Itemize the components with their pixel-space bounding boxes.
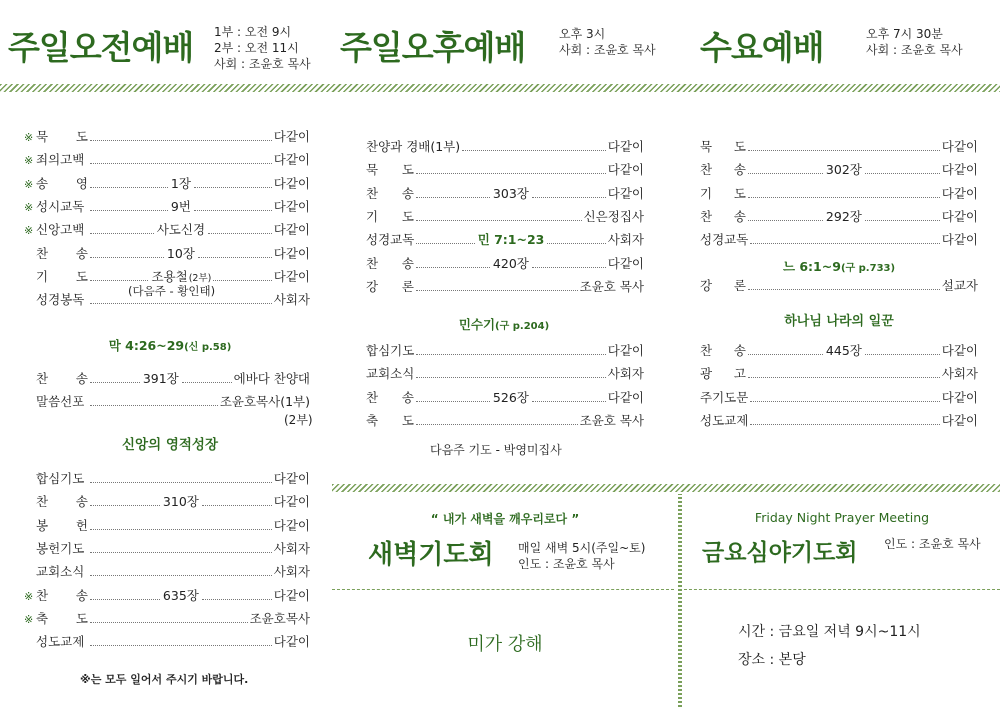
- leader-dots: [865, 220, 940, 221]
- order-row: [24, 198, 310, 216]
- leader-dots: [532, 401, 606, 402]
- order-label: 찬 송: [700, 343, 746, 358]
- leader-dots: [90, 140, 272, 141]
- leader-dots: [90, 280, 148, 281]
- order-leader: 다같이: [941, 139, 978, 154]
- order-row: [366, 412, 644, 430]
- leader-dots: [748, 220, 823, 221]
- order-row: [366, 342, 644, 360]
- order-leader: 다같이: [607, 185, 645, 201]
- sunday-afternoon-info: 오후 3시 사회 : 조윤호 목사: [559, 27, 656, 57]
- order-row: [366, 138, 644, 156]
- order-label: 죄의고백: [36, 152, 85, 168]
- leader-dots: [90, 575, 272, 576]
- bottom-vertical-divider: [678, 494, 682, 707]
- leader-dots: [90, 505, 160, 506]
- order-detail: 635장: [162, 587, 199, 603]
- order-leader: 다같이: [273, 587, 311, 603]
- order-row: [700, 185, 978, 203]
- order-row: [700, 277, 978, 295]
- col1-sermon-title: 신앙의 영적성장: [122, 437, 218, 453]
- dawn-quote: “ 내가 새벽을 깨우리로다 ”: [430, 512, 580, 526]
- order-label: 봉 헌: [36, 517, 88, 533]
- order-label: 찬 송: [366, 185, 414, 201]
- leader-dots: [90, 645, 272, 646]
- order-label: 교회소식: [36, 564, 85, 580]
- order-label: 기 도: [366, 208, 414, 224]
- friday-time: 시간 : 금요일 저녁 9시~11시: [738, 624, 921, 640]
- leader-dots: [182, 382, 232, 383]
- order-row: [24, 517, 310, 535]
- order-label: 합심기도: [36, 471, 85, 486]
- order-detail: 1장: [170, 175, 191, 191]
- order-leader: 설교자: [941, 278, 978, 293]
- col2-next-prayer: 다음주 기도 - 박영미집사: [430, 443, 562, 457]
- leader-dots: [213, 280, 271, 281]
- leader-dots: [90, 552, 272, 553]
- order-leader: 사회자: [273, 292, 310, 308]
- leader-dots: [202, 599, 272, 600]
- col3-scripture: 느 6:1~9(구 p.733): [782, 259, 896, 274]
- leader-dots: [90, 257, 164, 258]
- order-leader: 다같이: [607, 343, 644, 358]
- leader-dots: [748, 197, 940, 198]
- order-leader: 다같이: [607, 389, 645, 405]
- order-leader: 다같이: [273, 268, 311, 284]
- order-row: [700, 231, 978, 249]
- order-leader: 다같이: [941, 208, 979, 224]
- dawn-body: 미가 강해: [467, 634, 543, 655]
- order-row: [24, 221, 310, 239]
- leader-dots: [202, 505, 272, 506]
- order-detail: 303장: [492, 185, 529, 201]
- order-leader: 사회자: [941, 366, 978, 382]
- order-leader: 신은정집사: [583, 208, 644, 224]
- col1-prayer-next: (다음주 - 황인태): [128, 284, 216, 298]
- leader-dots: [416, 377, 605, 378]
- leader-dots: [748, 173, 823, 174]
- leader-dots: [194, 187, 272, 188]
- order-row: [24, 470, 310, 488]
- order-leader: 다같이: [273, 152, 310, 168]
- order-row: [24, 493, 310, 511]
- order-label: 합심기도: [366, 343, 415, 358]
- col1-second-service: (2부): [284, 413, 313, 427]
- stand-mark: ※: [24, 177, 34, 191]
- order-label: 성도교제: [36, 634, 85, 650]
- order-label: 성경교독: [366, 232, 415, 248]
- order-label: 찬 송: [36, 587, 88, 603]
- order-label: 묵 도: [36, 129, 88, 144]
- order-row: [366, 208, 644, 226]
- order-label: 성시교독: [36, 198, 85, 214]
- order-row: [24, 633, 310, 651]
- order-label: 성경봉독: [36, 292, 85, 308]
- order-leader: 다같이: [941, 412, 978, 428]
- leader-dots: [90, 382, 140, 383]
- order-row: [24, 151, 310, 169]
- order-label: 강 론: [700, 278, 746, 293]
- leader-dots: [90, 482, 272, 483]
- leader-dots: [90, 210, 168, 211]
- stand-mark: ※: [24, 224, 34, 238]
- leader-dots: [90, 233, 154, 234]
- leader-dots: [748, 150, 940, 151]
- leader-dots: [750, 401, 939, 402]
- order-leader: 조윤호목사(1부): [219, 394, 310, 409]
- order-label: 묵 도: [366, 162, 414, 178]
- leader-dots: [90, 303, 272, 304]
- leader-dots: [90, 405, 218, 406]
- bottom-divider: [332, 484, 1000, 492]
- order-label: 성도교제: [700, 412, 749, 428]
- friday-place: 장소 : 본당: [738, 652, 806, 668]
- order-detail: 526장: [492, 389, 529, 405]
- order-label: 주기도문: [700, 389, 749, 405]
- order-label: 찬 송: [36, 245, 88, 261]
- order-label: 찬 송: [700, 208, 746, 224]
- order-label: 찬양과 경배(1부): [366, 139, 461, 154]
- order-label: 성경교독: [700, 232, 749, 248]
- stand-mark: ※: [24, 589, 34, 603]
- order-leader: 다같이: [607, 162, 644, 178]
- leader-dots: [416, 354, 605, 355]
- order-row: [366, 185, 644, 203]
- order-leader: 다같이: [273, 198, 311, 214]
- order-label: 찬 송: [366, 255, 414, 271]
- leader-dots: [416, 424, 578, 425]
- col3-sermon-title: 하나님 나라의 일꾼: [784, 314, 894, 329]
- dawn-title: 새벽기도회: [368, 540, 494, 570]
- order-leader: 다같이: [273, 634, 310, 650]
- leader-dots: [462, 150, 606, 151]
- order-detail: 391장: [142, 371, 179, 386]
- leader-dots: [416, 197, 490, 198]
- order-row: [24, 393, 310, 411]
- leader-dots: [750, 243, 939, 244]
- leader-dots: [208, 233, 272, 234]
- order-row: [700, 389, 978, 407]
- order-leader: 다같이: [273, 175, 311, 191]
- stand-mark: ※: [24, 200, 34, 214]
- order-detail: 10장: [166, 245, 195, 261]
- leader-dots: [750, 424, 939, 425]
- order-detail: 사도신경: [156, 222, 206, 238]
- order-row: [24, 610, 310, 628]
- order-leader: 다같이: [941, 389, 978, 405]
- order-row: [700, 412, 978, 430]
- leader-dots: [90, 163, 272, 164]
- order-label: 말씀선포: [36, 394, 85, 409]
- order-label: 찬 송: [366, 389, 414, 405]
- order-row: [24, 540, 310, 558]
- order-row: [24, 175, 310, 193]
- order-label: 찬 송: [700, 162, 746, 178]
- wednesday-info: 오후 7시 30분 사회 : 조윤호 목사: [866, 27, 963, 57]
- order-row: [700, 208, 978, 226]
- friday-subtitle: Friday Night Prayer Meeting: [754, 510, 930, 525]
- order-leader: 다같이: [273, 494, 311, 510]
- order-leader: 다같이: [607, 139, 644, 154]
- order-row: [700, 161, 978, 179]
- order-row: [24, 563, 310, 581]
- order-leader: 다같이: [273, 222, 311, 238]
- friday-leader: 인도 : 조윤호 목사: [884, 537, 981, 551]
- order-row: [700, 365, 978, 383]
- friday-dashed-line: [684, 589, 1000, 590]
- order-leader: 다같이: [273, 471, 310, 486]
- leader-dots: [748, 377, 940, 378]
- order-row: [366, 389, 644, 407]
- order-label: 찬 송: [36, 371, 88, 386]
- order-label: 묵 도: [700, 139, 746, 154]
- leader-dots: [532, 197, 606, 198]
- leader-dots: [748, 289, 940, 290]
- order-leader: 다같이: [607, 255, 645, 271]
- order-row: [366, 278, 644, 296]
- dawn-info: 매일 새벽 5시(주일~토) 인도 : 조윤호 목사: [518, 541, 646, 571]
- leader-dots: [416, 290, 578, 291]
- order-detail: 민 7:1~23: [477, 232, 545, 248]
- order-label: 봉헌기도: [36, 540, 85, 556]
- wednesday-title: 수요예배: [700, 28, 824, 67]
- order-label: 신앙고백: [36, 222, 85, 238]
- order-detail: 445장: [825, 343, 862, 358]
- order-detail: 420장: [492, 255, 529, 271]
- order-label: 강 론: [366, 278, 414, 294]
- order-leader: 에바다 찬양대: [233, 371, 310, 386]
- order-leader: 다같이: [273, 517, 310, 533]
- order-detail: 292장: [825, 208, 862, 224]
- stand-mark: ※: [24, 612, 34, 626]
- order-row: [24, 370, 310, 388]
- order-label: 기 도: [36, 268, 88, 284]
- order-leader: 조윤호 목사: [579, 412, 644, 428]
- friday-title: 금요심야기도회: [702, 540, 858, 566]
- leader-dots: [90, 187, 168, 188]
- order-label: 찬 송: [36, 494, 88, 510]
- order-row: [366, 365, 644, 383]
- order-detail-note: (2부): [188, 272, 212, 284]
- dawn-dashed-line: [332, 589, 674, 590]
- col2-sermon-title: 민수기(구 p.204): [458, 317, 550, 332]
- leader-dots: [748, 354, 823, 355]
- order-label: 기 도: [700, 185, 746, 201]
- order-row: [366, 161, 644, 179]
- leader-dots: [865, 173, 940, 174]
- order-detail: 302장: [825, 162, 862, 178]
- order-leader: 사회자: [273, 540, 310, 556]
- sunday-afternoon-title: 주일오후예배: [340, 28, 526, 67]
- leader-dots: [90, 529, 272, 530]
- order-leader: 다같이: [941, 185, 978, 201]
- leader-dots: [416, 243, 474, 244]
- order-leader: 사회자: [273, 564, 310, 580]
- leader-dots: [416, 401, 490, 402]
- stand-mark: ※: [24, 154, 34, 168]
- col1-footnote: ※는 모두 일어서 주시기 바랍니다.: [80, 673, 249, 686]
- order-leader: 조윤호 목사: [579, 278, 644, 294]
- order-row: [24, 245, 310, 263]
- order-leader: 사회자: [607, 366, 644, 382]
- order-leader: 다같이: [941, 343, 979, 358]
- leader-dots: [416, 173, 606, 174]
- leader-dots: [90, 599, 160, 600]
- order-row: [700, 138, 978, 156]
- order-label: 광 고: [700, 366, 746, 382]
- order-detail: 9번: [170, 198, 191, 214]
- order-row: [366, 255, 644, 273]
- order-leader: 조윤호목사: [249, 610, 310, 626]
- order-leader: 다같이: [941, 162, 979, 178]
- order-label: 축 도: [366, 412, 414, 428]
- leader-dots: [90, 622, 248, 623]
- leader-dots: [547, 243, 605, 244]
- order-row: [24, 128, 310, 146]
- order-label: 송 영: [36, 175, 88, 191]
- order-leader: 다같이: [273, 245, 310, 261]
- sunday-morning-title: 주일오전예배: [8, 28, 194, 67]
- leader-dots: [532, 267, 606, 268]
- order-label: 축 도: [36, 610, 88, 626]
- stand-mark: ※: [24, 131, 34, 144]
- order-detail: 조용철: [151, 268, 188, 284]
- leader-dots: [194, 210, 272, 211]
- col1-scripture: 막 4:26~29(신 p.58): [108, 338, 232, 353]
- order-leader: 사회자: [607, 232, 644, 248]
- order-row: [366, 231, 644, 249]
- header-divider: [0, 84, 1000, 92]
- order-leader: 다같이: [273, 129, 310, 144]
- order-label: 교회소식: [366, 366, 415, 382]
- leader-dots: [198, 257, 272, 258]
- leader-dots: [416, 267, 490, 268]
- order-leader: 다같이: [941, 232, 978, 248]
- leader-dots: [865, 354, 940, 355]
- order-row: [24, 587, 310, 605]
- order-detail: 310장: [162, 494, 199, 510]
- leader-dots: [416, 220, 582, 221]
- order-row: [700, 342, 978, 360]
- sunday-morning-info: 1부 : 오전 9시 2부 : 오전 11시 사회 : 조윤호 목사: [214, 25, 311, 71]
